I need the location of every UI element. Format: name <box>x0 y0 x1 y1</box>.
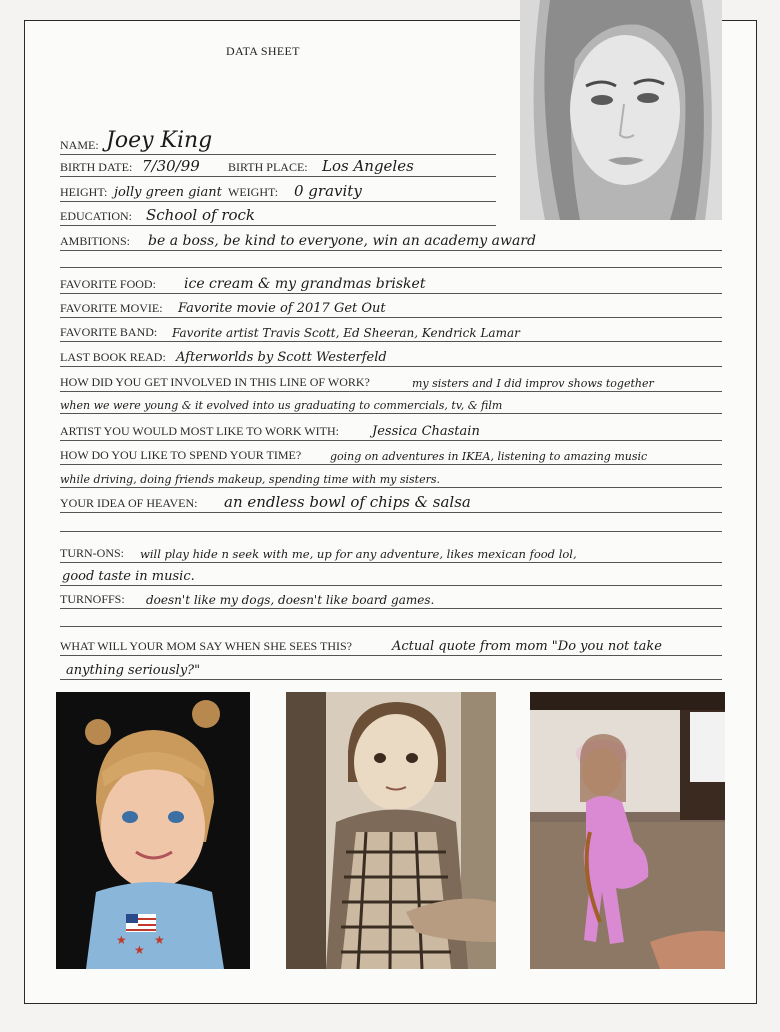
favorite-band-value: Favorite artist Travis Scott, Ed Sheeran, Kendrick Lamar <box>172 326 520 340</box>
childhood-photo-3 <box>530 692 725 969</box>
childhood-photo-1 <box>56 692 250 969</box>
name-row <box>60 128 496 155</box>
turn-ons-label: TURN-ONS: <box>60 546 125 560</box>
height-value: jolly green giant <box>114 185 222 200</box>
artist-label: ARTIST YOU WOULD MOST LIKE TO WORK WITH: <box>60 424 339 438</box>
mom-label: WHAT WILL YOUR MOM SAY WHEN SHE SEES THIS? <box>60 639 353 653</box>
spend-time-label: HOW DO YOU LIKE TO SPEND YOUR TIME? <box>60 448 302 462</box>
involved-label: HOW DID YOU GET INVOLVED IN THIS LINE OF WORK? <box>60 375 370 389</box>
ambitions-value: be a boss, be kind to everyone, win an academy award <box>148 233 536 249</box>
svg-text:★: ★ <box>116 933 127 947</box>
involved-row-2 <box>60 394 722 414</box>
heaven-row <box>60 493 722 513</box>
birth-place-value: Los Angeles <box>322 157 414 175</box>
favorite-food-row <box>60 274 722 294</box>
turn-ons-row-2 <box>60 566 722 586</box>
spend-time-value: going on adventures in IKEA, listening to amazing music <box>330 450 648 463</box>
mom-value: Actual quote from mom "Do you not take <box>392 639 662 654</box>
artist-row <box>60 421 722 441</box>
favorite-movie-row <box>60 298 722 318</box>
mom-value-2: anything seriously?" <box>66 663 201 678</box>
ambitions-label: AMBITIONS: <box>60 234 131 248</box>
spend-time-row-2 <box>60 468 722 488</box>
education-label: EDUCATION: <box>60 209 132 223</box>
favorite-food-value: ice cream & my grandmas brisket <box>184 276 426 292</box>
ambitions-row <box>60 231 722 251</box>
svg-text:★: ★ <box>134 943 145 957</box>
favorite-movie-label: FAVORITE MOVIE: <box>60 301 163 315</box>
involved-row <box>60 372 722 392</box>
height-weight-row <box>60 182 496 202</box>
spend-time-value-2: while driving, doing friends makeup, spending time with my sisters. <box>60 473 440 486</box>
heaven-label: YOUR IDEA OF HEAVEN: <box>60 496 198 510</box>
spend-time-row <box>60 445 722 465</box>
svg-text:★: ★ <box>154 933 165 947</box>
birth-date-label: BIRTH DATE: <box>60 160 133 174</box>
involved-value-2: when we were young & it evolved into us graduating to commercials, tv, & film <box>60 399 503 412</box>
height-label: HEIGHT: <box>60 185 108 199</box>
turn-ons-value-2: good taste in music. <box>62 569 195 584</box>
favorite-band-label: FAVORITE BAND: <box>60 325 158 339</box>
last-book-value: Afterworlds by Scott Westerfeld <box>176 350 387 365</box>
favorite-movie-value: Favorite movie of 2017 Get Out <box>178 301 386 316</box>
turn-ons-row <box>60 543 722 563</box>
favorite-band-row <box>60 322 722 342</box>
turn-ons-value: will play hide n seek with me, up for any adventure, likes mexican food lol, <box>140 547 577 561</box>
weight-value: 0 gravity <box>294 182 362 200</box>
turnoffs-row <box>60 589 722 609</box>
birth-row <box>60 157 496 177</box>
birth-date-value: 7/30/99 <box>142 157 200 175</box>
heaven-value: an endless bowl of chips & salsa <box>224 493 471 511</box>
childhood-photo-2 <box>286 692 496 969</box>
weight-label: WEIGHT: <box>228 185 279 199</box>
involved-value: my sisters and I did improv shows together <box>412 377 654 390</box>
sheet-title: DATA SHEET <box>226 44 300 58</box>
birth-place-label: BIRTH PLACE: <box>228 160 308 174</box>
turnoffs-label: TURNOFFS: <box>60 592 125 606</box>
artist-value: Jessica Chastain <box>372 424 480 439</box>
mom-row-2 <box>60 660 722 680</box>
education-row <box>60 206 496 226</box>
last-book-row <box>60 347 722 367</box>
headshot-photo <box>520 0 722 220</box>
education-value: School of rock <box>146 206 256 224</box>
last-book-label: LAST BOOK READ: <box>60 350 166 364</box>
turnoffs-value: doesn't like my dogs, doesn't like board games. <box>146 593 435 607</box>
rule-line <box>60 626 722 627</box>
name-value: Joey King <box>106 128 213 153</box>
mom-row <box>60 636 722 656</box>
rule-line <box>60 267 722 268</box>
name-label: NAME: <box>60 138 99 152</box>
rule-line <box>60 531 722 532</box>
favorite-food-label: FAVORITE FOOD: <box>60 277 156 291</box>
